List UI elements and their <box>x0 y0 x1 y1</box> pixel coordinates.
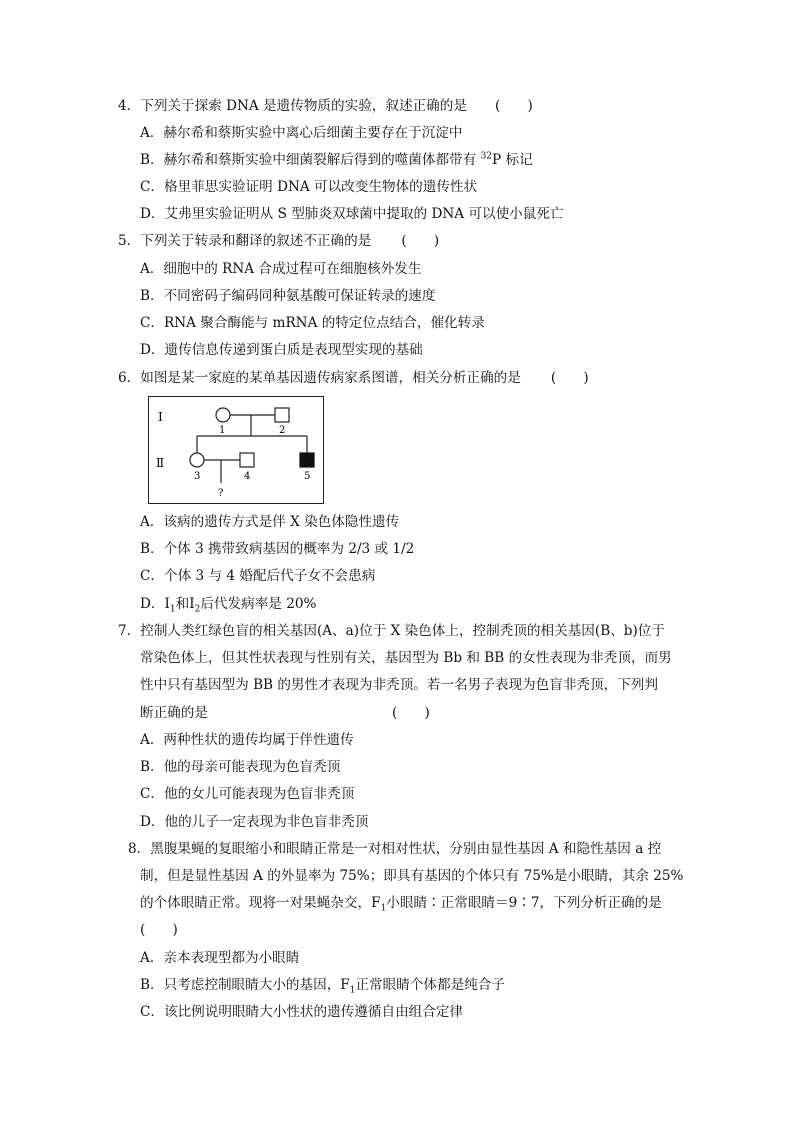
question-4-stem <box>118 96 533 116</box>
q4-option-a: A．赫尔希和蔡斯实验中离心后细菌主要存在于沉淀中 <box>140 125 463 141</box>
q4-option-b-text: B．赫尔希和蔡斯实验中细菌裂解后得到的噬菌体都带有 <box>140 152 477 168</box>
q7-option-a: A．两种性状的遗传均属于伴性遗传 <box>140 732 354 748</box>
q6-option-d-sub1: 1 <box>169 604 176 615</box>
q6-option-d-tail: 后代发病率是 20% <box>200 596 317 612</box>
question-6-stem <box>118 368 589 388</box>
q6-stem-text: 6．如图是某一家庭的某单基因遗传病家系图谱，相关分析正确的是 <box>118 370 521 386</box>
q7-option-d: D．他的儿子一定表现为非色盲非秃顶 <box>140 814 369 830</box>
q5-option-d: D．遗传信息传递到蛋白质是表现型实现的基础 <box>140 342 423 358</box>
label-2: 2 <box>279 425 286 436</box>
q8-option-a: A．亲本表现型都为小眼睛 <box>140 950 300 966</box>
generation-1-label: Ⅰ <box>158 410 163 424</box>
label-3: 3 <box>194 471 201 482</box>
q5-option-c: C．RNA 聚合酶能与 mRNA 的特定位点结合，催化转录 <box>140 315 485 331</box>
q4-option-c: C．格里菲思实验证明 DNA 可以改变生物体的遗传性状 <box>140 179 478 195</box>
q8-line-3-part-a: 的个体眼睛正常。现将一对果蝇杂交，F <box>140 895 381 911</box>
q7-option-c: C．他的女儿可能表现为色盲非秃顶 <box>140 786 355 802</box>
q6-option-b: B．个体 3 携带致病基因的概率为 2/3 或 1/2 <box>140 541 415 557</box>
pedigree-chart <box>148 396 324 504</box>
q6-option-a: A．该病的遗传方式是伴 X 染色体隐性遗传 <box>140 514 400 530</box>
q5-stem-text: 5．下列关于转录和翻译的叙述不正确的是 <box>118 233 372 249</box>
question-7-line-2: 常染色体上，但其性状表现与性别有关，基因型为 Bb 和 BB 的女性表现为非秃顶，而男 <box>140 650 672 666</box>
q4-answer-bracket: ( ) <box>494 98 533 114</box>
q8-answer-bracket: ( ) <box>140 922 178 938</box>
question-8-line-3 <box>140 893 662 913</box>
q5-answer-bracket: ( ) <box>401 233 440 249</box>
generation-2-label: Ⅱ <box>156 456 165 470</box>
individual-1-female <box>216 408 230 422</box>
individual-2-male <box>275 408 289 422</box>
q6-answer-bracket: ( ) <box>550 370 589 386</box>
q8-line-3-sub: 1 <box>380 903 387 914</box>
q6-option-c: C．个体 3 与 4 婚配后代子女不会患病 <box>140 568 376 584</box>
question-8-line-1: 8．黑腹果蝇的复眼缩小和眼睛正常是一对相对性状，分别由显性基因 A 和隐性基因 a 控 <box>128 841 662 857</box>
q8-option-c: C．该比例说明眼睛大小性状的遗传遵循自由组合定律 <box>140 1004 464 1020</box>
individual-3-female <box>190 453 204 467</box>
q6-option-d <box>140 594 316 614</box>
q4-option-b-superscript: 32 <box>480 151 493 162</box>
q8-option-b <box>140 975 505 995</box>
label-5: 5 <box>304 471 311 482</box>
q8-option-b-part-b: 正常眼睛个体都是纯合子 <box>355 977 505 993</box>
q7-line-4-text: 断正确的是 <box>140 705 208 721</box>
individual-5-affected-male <box>300 453 314 467</box>
question-5-stem <box>118 231 439 251</box>
q7-option-b: B．他的母亲可能表现为色盲秃顶 <box>140 759 341 775</box>
q4-option-b-tail: P 标记 <box>492 152 533 168</box>
q4-option-b <box>140 150 533 170</box>
q7-answer-bracket: ( ) <box>391 705 430 721</box>
q8-option-b-part-a: B．只考虑控制眼睛大小的基因，F <box>140 977 350 993</box>
label-4: 4 <box>244 471 251 482</box>
q6-option-d-prefix: D．Ⅰ <box>140 596 170 612</box>
q4-option-d: D．艾弗里实验证明从 S 型肺炎双球菌中提取的 DNA 可以使小鼠死亡 <box>140 206 564 222</box>
q5-option-a: A．细胞中的 RNA 合成过程可在细胞核外发生 <box>140 261 422 277</box>
q5-option-b: B．不同密码子编码同种氨基酸可保证转录的速度 <box>140 288 436 304</box>
q8-line-3-part-b: 小眼睛∶正常眼睛＝9∶7，下列分析正确的是 <box>386 895 662 911</box>
q6-option-d-mid: 和Ⅰ <box>175 596 195 612</box>
q4-stem-text: 4．下列关于探索 DNA 是遗传物质的实验，叙述正确的是 <box>118 98 467 114</box>
pedigree-svg <box>149 397 325 505</box>
q6-option-d-sub2: 2 <box>194 604 201 615</box>
question-7-line-4 <box>140 703 430 723</box>
individual-4-male <box>240 453 254 467</box>
question-7-line-3: 性中只有基因型为 BB 的男性才表现为非秃顶。若一名男子表现为色盲非秃顶，下列判 <box>140 677 658 693</box>
q8-option-b-sub: 1 <box>349 985 356 996</box>
label-1: 1 <box>219 425 226 436</box>
label-offspring-unknown: ? <box>218 488 224 499</box>
question-8-line-2: 制，但是显性基因 A 的外显率为 75%；即具有基因的个体只有 75%是小眼睛，其余 25% <box>140 868 684 884</box>
question-7-line-1: 7．控制人类红绿色盲的相关基因(A、a)位于 X 染色体上，控制秃顶的相关基因(B、b)位于 <box>118 623 665 639</box>
